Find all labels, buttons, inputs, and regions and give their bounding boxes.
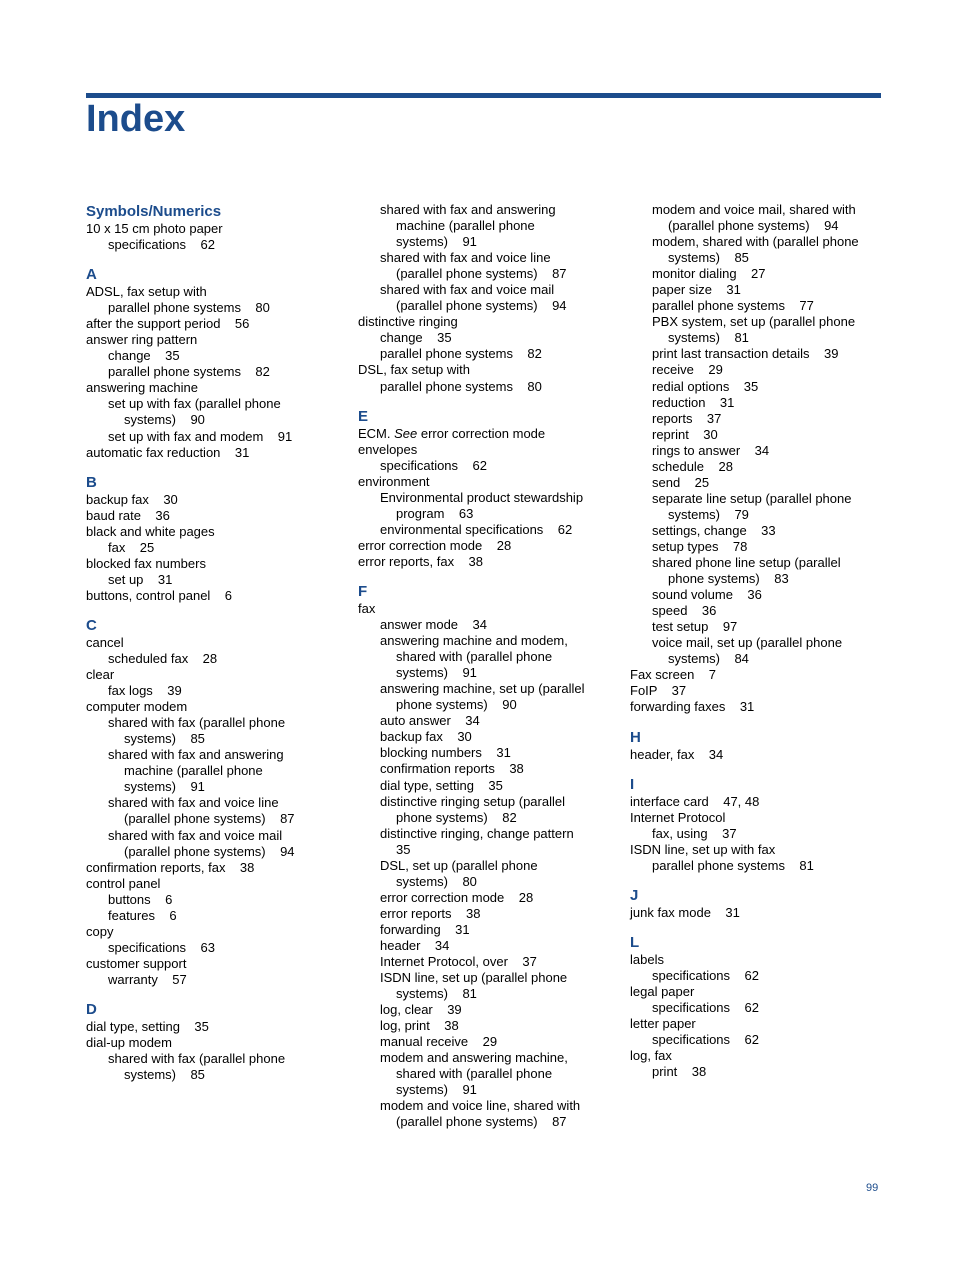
index-subentry: answering machine and modem, <box>380 633 568 649</box>
index-subentry: systems) 85 <box>668 250 749 266</box>
index-subentry: systems) 85 <box>124 1067 205 1083</box>
index-letter-heading: E <box>358 407 369 425</box>
index-subentry: parallel phone systems 80 <box>108 300 270 316</box>
index-subentry: separate line setup (parallel phone <box>652 490 852 506</box>
index-entry: backup fax 30 <box>86 491 178 507</box>
index-subentry: header 34 <box>380 937 450 953</box>
index-subentry: specifications 62 <box>652 999 759 1015</box>
index-subentry: reprint 30 <box>652 426 718 442</box>
index-subentry: sound volume 36 <box>652 587 762 603</box>
index-entry: answer ring pattern <box>86 332 198 348</box>
index-subentry: send 25 <box>652 474 710 490</box>
index-subentry: distinctive ringing setup (parallel <box>380 793 565 809</box>
index-entry: FoIP 37 <box>630 683 687 699</box>
index-subentry: machine (parallel phone <box>124 763 263 779</box>
index-subentry: DSL, set up (parallel phone <box>380 857 538 873</box>
index-subentry: (parallel phone systems) 94 <box>396 298 567 314</box>
index-subentry: systems) 79 <box>668 506 749 522</box>
index-subentry: parallel phone systems 82 <box>380 346 542 362</box>
index-letter-heading: Symbols/Numerics <box>86 203 222 220</box>
index-subentry: shared with fax (parallel phone <box>108 715 286 731</box>
index-letter-heading: D <box>86 1000 97 1018</box>
index-entry: fax <box>358 600 376 616</box>
index-subentry: shared with fax (parallel phone <box>108 1051 286 1067</box>
index-subentry: 35 <box>396 841 411 857</box>
index-subentry: shared with fax and answering <box>108 747 284 763</box>
index-subentry: specifications 62 <box>108 237 215 253</box>
index-letter-heading: F <box>358 582 368 600</box>
index-subentry: manual receive 29 <box>380 1034 498 1050</box>
index-entry: junk fax mode 31 <box>630 904 740 920</box>
index-subentry: voice mail, set up (parallel phone <box>652 635 843 651</box>
index-entry: buttons, control panel 6 <box>86 587 232 603</box>
index-subentry: receive 29 <box>652 362 723 378</box>
index-entry: dial type, setting 35 <box>86 1018 209 1034</box>
index-subentry: specifications 62 <box>652 967 759 983</box>
index-subentry: modem and voice mail, shared with <box>652 202 856 217</box>
index-subentry: machine (parallel phone <box>396 218 535 234</box>
index-subentry: scheduled fax 28 <box>108 650 218 666</box>
index-subentry: systems) 91 <box>396 665 477 681</box>
index-subentry: (parallel phone systems) 94 <box>124 843 295 859</box>
index-entry: Fax screen 7 <box>630 667 716 683</box>
index-letter-heading: L <box>630 933 640 951</box>
index-subentry: systems) 80 <box>396 873 477 889</box>
index-subentry: forwarding 31 <box>380 921 470 937</box>
index-subentry: backup fax 30 <box>380 729 472 745</box>
index-subentry: blocking numbers 31 <box>380 745 511 761</box>
index-subentry: modem and answering machine, <box>380 1050 568 1066</box>
see-keyword: See <box>394 425 418 441</box>
index-subentry: error correction mode 28 <box>380 889 534 905</box>
index-subentry: shared with fax and voice mail <box>108 827 283 843</box>
index-subentry: ISDN line, set up (parallel phone <box>380 970 568 986</box>
index-subentry: parallel phone systems 77 <box>652 298 814 314</box>
index-subentry: modem, shared with (parallel phone <box>652 234 859 250</box>
index-entry: envelopes <box>358 441 418 457</box>
index-letter-heading: A <box>86 266 97 284</box>
index-subentry: (parallel phone systems) 94 <box>668 218 839 234</box>
index-entry: automatic fax reduction 31 <box>86 444 250 460</box>
index-subentry: schedule 28 <box>652 458 733 474</box>
index-entry: clear <box>86 667 115 683</box>
index-subentry: systems) 84 <box>668 651 749 667</box>
index-entry: copy <box>86 923 114 939</box>
index-subentry: confirmation reports 38 <box>380 761 524 777</box>
index-subentry: monitor dialing 27 <box>652 266 766 282</box>
index-subentry: specifications 63 <box>108 939 215 955</box>
index-entry: header, fax 34 <box>630 746 724 762</box>
index-subentry: Internet Protocol, over 37 <box>380 954 537 970</box>
index-subentry: test setup 97 <box>652 619 738 635</box>
index-subentry: reduction 31 <box>652 394 735 410</box>
index-subentry: specifications 62 <box>380 457 487 473</box>
index-subentry: features 6 <box>108 907 177 923</box>
index-subentry: modem and voice line, shared with <box>380 1098 581 1114</box>
index-subentry: change 35 <box>108 348 180 364</box>
index-entry: cancel <box>86 634 124 650</box>
index-subentry: redial options 35 <box>652 378 759 394</box>
index-subentry: change 35 <box>380 330 452 346</box>
index-entry: dial-up modem <box>86 1035 172 1051</box>
index-entry: legal paper <box>630 983 695 999</box>
index-subentry: answer mode 34 <box>380 617 487 633</box>
index-subentry: phone systems) 90 <box>396 697 517 713</box>
index-subentry: shared with (parallel phone <box>396 649 553 665</box>
index-letter-heading: C <box>86 616 97 634</box>
index-subentry: (parallel phone systems) 87 <box>124 811 295 827</box>
index-entry: letter paper <box>630 1016 696 1032</box>
index-subentry: rings to answer 34 <box>652 442 770 458</box>
index-subentry: shared with fax and voice mail <box>380 282 555 298</box>
index-subentry: answering machine, set up (parallel <box>380 681 585 697</box>
index-subentry: fax, using 37 <box>652 825 737 841</box>
index-subentry: parallel phone systems 80 <box>380 378 542 394</box>
index-subentry: phone systems) 82 <box>396 809 517 825</box>
page-number: 99 <box>866 1182 879 1194</box>
index-entry: 10 x 15 cm photo paper <box>86 221 223 236</box>
index-entry: after the support period 56 <box>86 316 250 332</box>
index-entry: ADSL, fax setup with <box>86 284 207 300</box>
index-letter-heading: J <box>630 886 639 904</box>
index-subentry: shared phone line setup (parallel <box>652 555 841 571</box>
index-subentry: systems) 90 <box>124 412 205 428</box>
index-subentry: systems) 91 <box>396 234 477 250</box>
index-letter-heading: I <box>630 775 635 793</box>
index-subentry: fax logs 39 <box>108 683 182 699</box>
index-entry: control panel <box>86 875 161 891</box>
index-subentry: set up 31 <box>108 571 173 587</box>
index-subentry: systems) 91 <box>124 779 205 795</box>
index-column-3 <box>630 202 880 1080</box>
index-entry: distinctive ringing <box>358 314 458 330</box>
index-subentry: systems) 81 <box>668 330 749 346</box>
index-subentry: environmental specifications 62 <box>380 521 573 537</box>
index-subentry: parallel phone systems 81 <box>652 857 814 873</box>
index-subentry: setup types 78 <box>652 538 748 554</box>
index-subentry: specifications 62 <box>652 1032 759 1048</box>
index-entry: ISDN line, set up with fax <box>630 841 776 857</box>
index-subentry: dial type, setting 35 <box>380 777 503 793</box>
index-subentry: shared with (parallel phone <box>396 1066 553 1082</box>
index-entry: baud rate 36 <box>86 507 170 523</box>
index-subentry: systems) 91 <box>396 1082 477 1098</box>
index-subentry: shared with fax and voice line <box>380 250 551 266</box>
index-subentry: program 63 <box>396 505 474 521</box>
index-subentry: error reports 38 <box>380 905 481 921</box>
index-entry: answering machine <box>86 380 199 396</box>
index-subentry: shared with fax and answering <box>380 202 556 217</box>
page-title: Index <box>86 98 186 140</box>
index-entry: customer support <box>86 955 187 971</box>
index-entry: error reports, fax 38 <box>358 553 483 569</box>
index-subentry: buttons 6 <box>108 891 173 907</box>
index-subentry: log, print 38 <box>380 1018 459 1034</box>
index-entry: Internet Protocol <box>630 809 726 825</box>
index-column-2 <box>358 202 608 1131</box>
index-subentry: Environmental product stewardship <box>380 489 584 505</box>
index-subentry: print last transaction details 39 <box>652 346 839 362</box>
index-subentry: settings, change 33 <box>652 522 776 538</box>
index-letter-heading: B <box>86 473 97 491</box>
index-subentry: speed 36 <box>652 603 717 619</box>
index-subentry: warranty 57 <box>108 971 187 987</box>
index-column-1 <box>86 202 336 1083</box>
index-entry: forwarding faxes 31 <box>630 699 755 715</box>
index-entry: black and white pages <box>86 523 215 539</box>
index-subentry: fax 25 <box>108 539 155 555</box>
index-subentry: systems) 81 <box>396 986 477 1002</box>
index-entry: error correction mode 28 <box>358 537 512 553</box>
index-entry: log, fax <box>630 1048 672 1064</box>
index-subentry: (parallel phone systems) 87 <box>396 1114 567 1130</box>
index-entry: blocked fax numbers <box>86 555 206 571</box>
index-subentry: shared with fax and voice line <box>108 795 279 811</box>
index-subentry: reports 37 <box>652 410 722 426</box>
index-subentry: print 38 <box>652 1064 707 1080</box>
index-subentry: auto answer 34 <box>380 713 480 729</box>
index-entry: interface card 47, 48 <box>630 793 760 809</box>
index-entry: computer modem <box>86 699 188 715</box>
title-rule <box>86 93 881 98</box>
index-subentry: distinctive ringing, change pattern <box>380 825 574 841</box>
index-entry-text: ECM. <box>358 425 395 441</box>
index-entry: confirmation reports, fax 38 <box>86 859 255 875</box>
index-subentry: phone systems) 83 <box>668 571 789 587</box>
index-subentry: parallel phone systems 82 <box>108 364 270 380</box>
index-entry: DSL, fax setup with <box>358 362 470 378</box>
index-subentry: (parallel phone systems) 87 <box>396 266 567 282</box>
index-letter-heading: H <box>630 728 641 746</box>
index-subentry: set up with fax and modem 91 <box>108 428 293 444</box>
index-subentry: paper size 31 <box>652 282 741 298</box>
index-entry: labels <box>630 951 664 967</box>
index-entry-see-reference <box>358 426 608 442</box>
index-entry-text: error correction mode <box>417 425 546 441</box>
index-subentry: systems) 85 <box>124 731 205 747</box>
index-subentry: PBX system, set up (parallel phone <box>652 314 856 330</box>
index-entry: environment <box>358 473 430 489</box>
index-subentry: log, clear 39 <box>380 1002 462 1018</box>
index-subentry: set up with fax (parallel phone <box>108 396 281 412</box>
